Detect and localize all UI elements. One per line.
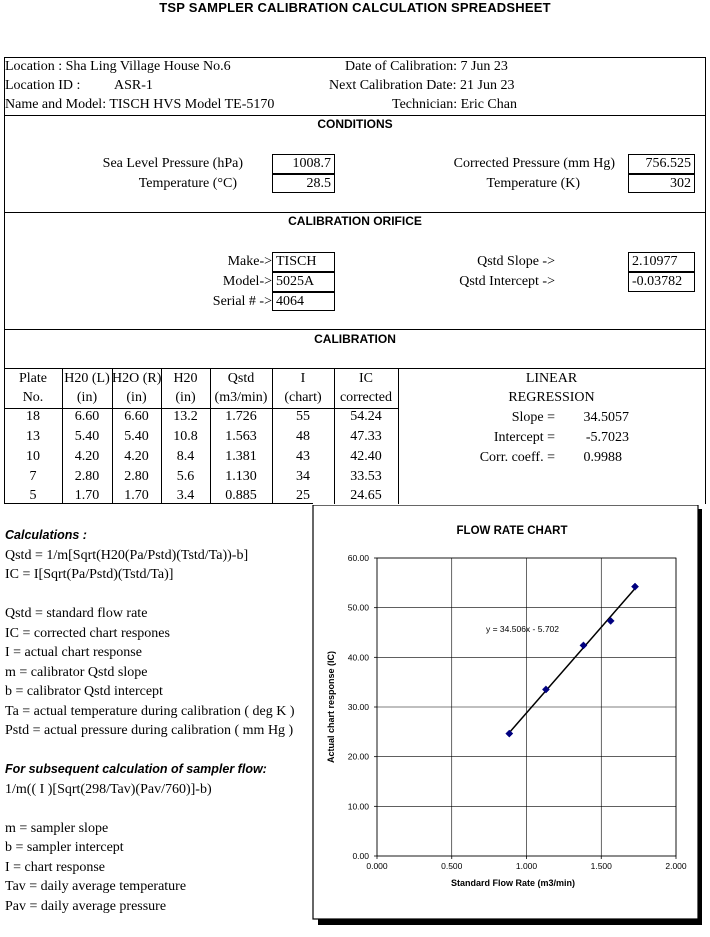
- definition-line: m = sampler slope: [5, 821, 109, 836]
- page-title: TSP SAMPLER CALIBRATION CALCULATION SPREADSHEET: [159, 0, 551, 15]
- divider-calibration: [4, 329, 706, 330]
- make-value: TISCH: [272, 252, 335, 272]
- table-cell: 54.24: [350, 409, 382, 424]
- table-cell: 7: [29, 469, 37, 484]
- col-header-h20: H20: [173, 371, 198, 386]
- regression-intercept-value: -5.7023: [585, 430, 629, 445]
- definition-line: Ta = actual temperature during calibration ( deg K ): [5, 704, 295, 719]
- definition-line: I = chart response: [5, 860, 106, 875]
- table-cell: 5.6: [176, 469, 195, 484]
- y-tick-label: 40.00: [347, 652, 369, 663]
- col-header-qstd: Qstd: [227, 371, 255, 386]
- col-subheader-h2o-r: (in): [126, 390, 147, 405]
- col-sep: [398, 368, 399, 504]
- sea-level-pressure-value: 1008.7: [272, 154, 335, 174]
- table-cell: 13: [26, 429, 40, 444]
- divider-conditions: [4, 115, 706, 116]
- table-cell: 18: [26, 409, 40, 424]
- orifice-heading: CALIBRATION ORIFICE: [288, 214, 422, 228]
- x-tick-label: 0.000: [366, 861, 388, 871]
- conditions-heading: CONDITIONS: [317, 117, 393, 131]
- frame-top: [4, 57, 706, 58]
- col-subheader-ic: corrected: [339, 390, 393, 405]
- table-cell: 33.53: [350, 469, 382, 484]
- table-cell: 5.40: [124, 429, 149, 444]
- calibration-date: Date of Calibration: 7 Jun 23: [345, 59, 508, 74]
- divider-table: [4, 368, 706, 369]
- y-tick-label: 10.00: [347, 801, 369, 812]
- serial-label: Serial # ->: [212, 294, 272, 309]
- name-model-text: Name and Model: TISCH HVS Model TE-5170: [5, 97, 275, 112]
- table-cell: 10: [26, 449, 40, 464]
- table-cell: 2.80: [124, 469, 149, 484]
- formula-qstd: Qstd = 1/m[Sqrt(H20(Pa/Pstd)(Tstd/Ta))-b]: [5, 548, 249, 563]
- make-label: Make->: [227, 254, 272, 269]
- calibration-heading: CALIBRATION: [314, 332, 396, 346]
- formula-ic: IC = I[Sqrt(Pa/Pstd)(Tstd/Ta)]: [5, 567, 174, 582]
- calculations-heading: Calculations :: [5, 528, 87, 542]
- flow-rate-chart: [300, 505, 708, 929]
- chart-title: FLOW RATE CHART: [456, 525, 568, 537]
- col-header-i: I: [300, 371, 306, 386]
- qstd-intercept-label: Qstd Intercept ->: [459, 274, 555, 289]
- location-text: Location : Sha Ling Village House No.6: [5, 59, 231, 74]
- table-cell: 34: [296, 469, 310, 484]
- col-subheader-qstd: (m3/min): [214, 390, 268, 405]
- definition-line: Pav = daily average pressure: [5, 899, 167, 914]
- col-subheader-h20: (in): [175, 390, 196, 405]
- table-cell: 42.40: [350, 449, 382, 464]
- x-tick-label: 2.000: [665, 861, 687, 871]
- y-tick-label: 60.00: [347, 553, 369, 563]
- model-value: 5025A: [272, 272, 335, 292]
- y-tick-label: 20.00: [347, 751, 369, 762]
- corrected-pressure-value: 756.525: [628, 154, 695, 174]
- table-cell: 2.80: [74, 469, 100, 484]
- table-cell: 0.885: [225, 488, 257, 503]
- y-tick-label: 0.00: [352, 851, 369, 861]
- table-cell: 1.726: [225, 409, 257, 424]
- definition-line: b = sampler intercept: [5, 840, 124, 855]
- table-cell: 24.65: [350, 488, 382, 503]
- table-cell: 25: [296, 488, 310, 503]
- table-cell: 6.60: [124, 409, 149, 424]
- definition-line: b = calibrator Qstd intercept: [5, 684, 163, 699]
- technician-text: Technician: Eric Chan: [392, 97, 517, 112]
- location-id-value: ASR-1: [114, 78, 153, 93]
- regression-heading-1: LINEAR: [525, 371, 578, 386]
- definition-line: Pstd = actual pressure during calibration ( mm Hg ): [5, 723, 294, 738]
- qstd-slope-value: 2.10977: [628, 252, 695, 272]
- table-cell: 1.381: [225, 449, 257, 464]
- table-cell: 13.2: [173, 409, 198, 424]
- definition-line: Qstd = standard flow rate: [5, 606, 148, 621]
- subsequent-heading: For subsequent calculation of sampler flow:: [5, 762, 267, 776]
- table-cell: 43: [296, 449, 310, 464]
- y-tick-label: 30.00: [347, 702, 369, 712]
- col-header-h2o-r: H2O (R): [112, 371, 162, 386]
- regression-heading-2: REGRESSION: [508, 390, 595, 405]
- sea-level-pressure-label: Sea Level Pressure (hPa): [102, 156, 243, 171]
- sampler-flow-formula: 1/m(( I )[Sqrt(298/Tav)(Pav/760)]-b): [5, 782, 212, 797]
- col-subheader-h20-l: (in): [76, 390, 98, 405]
- trendline-label: y = 34.506x - 5.702: [486, 624, 560, 634]
- table-cell: 4.20: [74, 449, 100, 464]
- temperature-k-value: 302: [628, 174, 695, 193]
- regression-slope-label: Slope =: [511, 410, 555, 425]
- x-tick-label: 0.500: [441, 861, 463, 871]
- table-cell: 5: [29, 488, 37, 503]
- qstd-intercept-value: -0.03782: [628, 272, 695, 292]
- table-cell: 4.20: [124, 449, 149, 464]
- regression-intercept-label: Intercept =: [493, 430, 555, 445]
- definition-line: Tav = daily average temperature: [5, 879, 187, 894]
- col-header-plate: Plate: [19, 371, 47, 386]
- corrected-pressure-label: Corrected Pressure (mm Hg): [453, 156, 615, 171]
- y-axis-label: Actual chart response (IC): [326, 650, 336, 764]
- table-cell: 47.33: [350, 429, 382, 444]
- col-header-h20-l: H20 (L): [64, 371, 110, 386]
- regression-corr-value: 0.9988: [583, 450, 622, 465]
- table-cell: 8.4: [176, 449, 195, 464]
- location-id-label: Location ID :: [5, 78, 81, 93]
- table-cell: 55: [296, 409, 310, 424]
- table-cell: 1.563: [225, 429, 257, 444]
- y-tick-label: 50.00: [347, 602, 369, 613]
- next-calibration-date: Next Calibration Date: 21 Jun 23: [329, 78, 515, 93]
- col-subheader-plate: No.: [22, 390, 44, 405]
- col-subheader-i: (chart): [284, 390, 322, 405]
- temperature-c-value: 28.5: [272, 174, 335, 193]
- table-cell: 1.70: [74, 488, 100, 503]
- temperature-c-label: Temperature (°C): [138, 176, 237, 191]
- table-cell: 1.70: [124, 488, 149, 503]
- serial-value: 4064: [272, 292, 335, 311]
- regression-corr-label: Corr. coeff. =: [479, 450, 555, 465]
- definition-line: IC = corrected chart respones: [5, 626, 170, 641]
- x-tick-label: 1.000: [515, 861, 538, 871]
- x-tick-label: 1.500: [590, 861, 612, 871]
- table-cell: 1.130: [225, 469, 257, 484]
- model-label: Model->: [222, 274, 272, 289]
- definition-line: m = calibrator Qstd slope: [5, 665, 148, 680]
- table-cell: 48: [296, 429, 310, 444]
- table-cell: 3.4: [176, 488, 195, 503]
- divider-orifice: [4, 212, 706, 213]
- definition-line: I = actual chart response: [5, 645, 142, 660]
- regression-slope-value: 34.5057: [583, 410, 629, 425]
- qstd-slope-label: Qstd Slope ->: [477, 254, 555, 269]
- temperature-k-label: Temperature (K): [486, 176, 580, 191]
- x-axis-label: Standard Flow Rate (m3/min): [450, 878, 576, 888]
- table-cell: 6.60: [74, 409, 100, 424]
- table-cell: 10.8: [173, 429, 198, 444]
- table-cell: 5.40: [74, 429, 100, 444]
- col-header-ic: IC: [359, 371, 373, 386]
